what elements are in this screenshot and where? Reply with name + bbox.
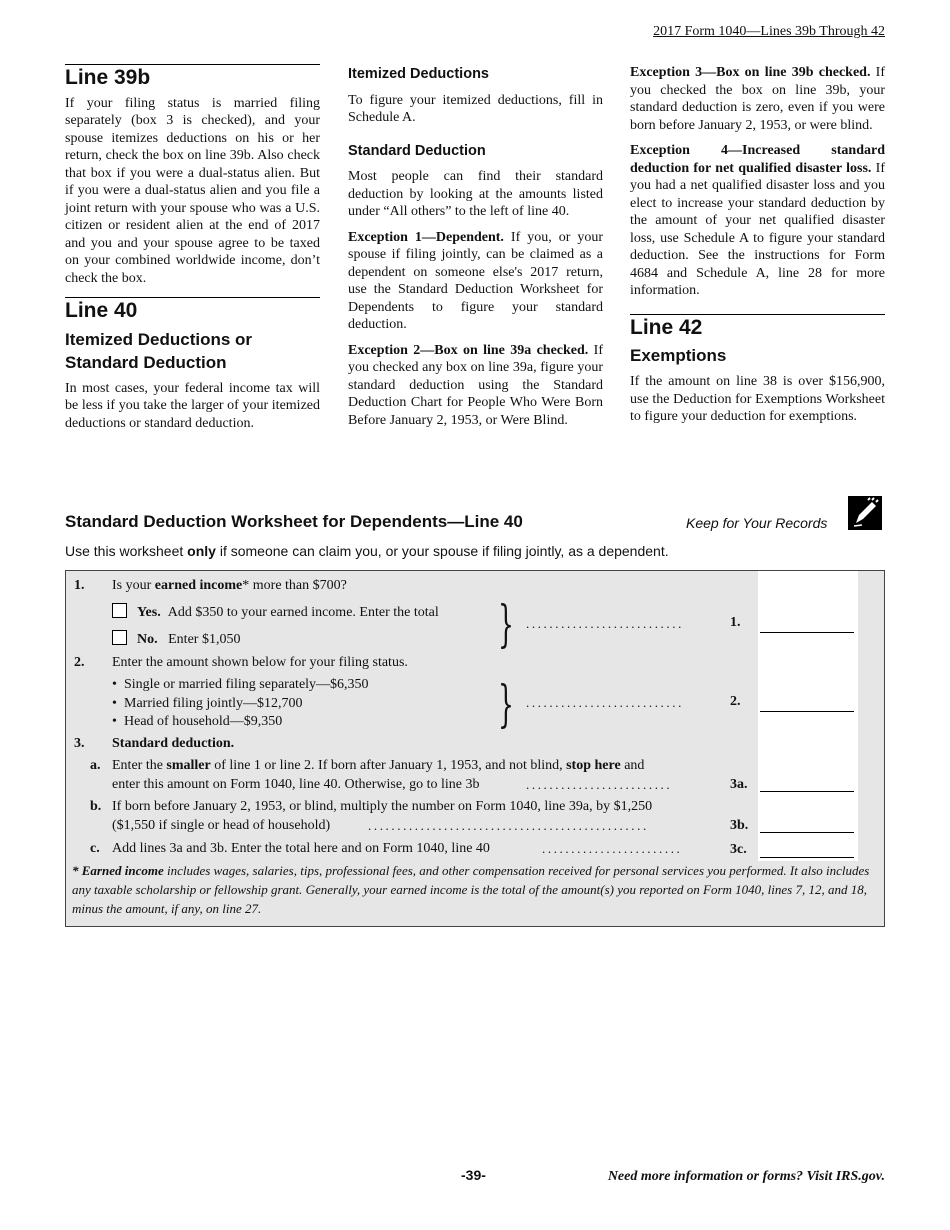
leader-dots: ........................ [542,841,683,856]
line-3c-text: Add lines 3a and 3b. Enter the total here and on Form 1040, line 40 [112,841,490,856]
exception-4 [630,142,885,300]
amount-column [758,571,858,861]
line-3c-ref: 3c. [730,842,747,857]
column-left [65,64,320,440]
intro-pre: Use this worksheet [65,543,188,559]
line-3a-answer[interactable] [760,791,854,792]
footer-help-text: Need more information or forms? Visit IRS.gov. [607,1169,885,1184]
exception-4-lead: Exception 4—Increased standard deduction for net qualified disaster loss. [630,143,885,176]
yes-option [112,603,439,621]
exception-1 [348,229,603,334]
line-2-text: Enter the amount shown below for your filing status. [112,655,408,670]
leader-dots: ......................... [526,777,673,792]
line-3a-ref: 3a. [730,777,748,792]
intro-bold: only [187,543,216,559]
line-3-text: Standard deduction. [112,736,235,751]
exception-3-text: If you checked the box on line 39b, your standard deduction is zero, even if you were born before January 2, 1953, or were blind. [630,65,886,133]
line-3b-text: If born before January 2, 1953, or blind, multiply the number on Form 1040, line 39a, by $1,250 [112,799,653,814]
filing-status-item: • Head of household—$9,350 [112,713,369,732]
no-text: Enter $1,050 [168,632,241,647]
worksheet-intro [65,543,669,559]
line-3c-letter: c. [90,841,100,856]
line-3c-answer[interactable] [760,857,854,858]
exception-3 [630,64,885,134]
intro-post: if someone can claim you, or your spouse if filing jointly, as a dependent. [215,543,669,559]
page-header-reference: 2017 Form 1040—Lines 39b Through 42 [653,24,885,39]
footnote-lead: * Earned income [72,863,164,878]
yes-checkbox[interactable] [112,603,127,618]
line-3b-text-2: ($1,550 if single or head of household) [112,818,331,833]
exception-4-text: If you had a net qualified disaster loss and you elect to increase your standard deduction by the amount of your net qualified disaster loss, use Schedule A to figure your standard deduction. See the instructions for Form 4684 and Schedule A, line 28 for more information. [630,160,885,298]
section-rule [65,64,320,65]
line42-subheading: Exemptions [630,346,727,365]
line-1-question: Is your earned income* more than $700? [112,578,347,593]
exception-2 [348,342,603,430]
line42-text: If the amount on line 38 is over $156,900, use the Deduction for Exemptions Worksheet to figure your deduction for exemptions. [630,374,885,424]
filing-status-list [112,676,369,732]
filing-status-item: • Married filing jointly—$12,700 [112,695,369,714]
exception-3-lead: Exception 3—Box on line 39b checked. [630,65,871,80]
line40-subheading: Itemized Deductions or Standard Deduction [65,329,253,372]
yes-text: Add $350 to your earned income. Enter the total [167,605,439,620]
line-1-number: 1. [74,578,85,593]
brace-line-2: } [497,675,514,733]
pencil-icon [848,496,882,530]
line-3b-letter: b. [90,799,102,814]
line39b-heading: Line 39b [65,66,151,89]
keep-for-records-label: Keep for Your Records [686,515,828,531]
no-checkbox[interactable] [112,630,127,645]
column-middle [348,64,603,437]
standard-deduction-heading: Standard Deduction [348,142,486,159]
yes-label: Yes. [137,605,161,620]
line-2-number: 2. [74,655,85,670]
line-2-answer[interactable] [760,711,854,712]
section-rule [630,314,885,315]
line40-text: In most cases, your federal income tax will be less if you take the larger of your itemized deductions or standard deduction. [65,380,320,431]
exception-2-text: If you checked any box on line 39a, figure your standard deduction using the Standard Deduction Chart for People Who Were Born Before January 2, 1953, or Were Blind. [348,342,603,428]
line40-heading: Line 40 [65,299,138,322]
exception-1-lead: Exception 1—Dependent. [348,229,504,245]
line-1-answer[interactable] [760,632,854,633]
standard-deduction-text: Most people can find their standard deduction by looking at the amounts listed under “All others” to the left of line 40. [348,169,603,219]
line39b-text: If your filing status is married filing separately (box 3 is checked), and your spouse itemizes deductions on his or her return, check the box on line 39b. Also check that box if you were a dual-status alien. But if you were a dual-status alien and you file a joint return with your spouse who was a U.S. citizen or resident alien at the end of 2017 and you and your spouse agree to be taxed on your combined worldwide income, don’t check the box. [65,95,320,286]
worksheet-title: Standard Deduction Worksheet for Dependents—Line 40 [65,512,523,531]
column-right [630,64,885,434]
worksheet-box [65,570,885,927]
brace-line-1: } [497,595,514,653]
exception-2-lead: Exception 2—Box on line 39a checked. [348,342,589,358]
section-rule [65,297,320,298]
line-2-ref: 2. [730,694,741,709]
earned-income-footnote [72,861,878,918]
line42-heading: Line 42 [630,315,703,339]
line-3a-letter: a. [90,758,101,773]
no-label: No. [137,632,158,647]
itemized-deductions-heading: Itemized Deductions [348,66,489,82]
line-3a-text-2: enter this amount on Form 1040, line 40. Otherwise, go to line 3b [112,777,480,792]
footnote-text: includes wages, salaries, tips, professional fees, and other compensation received for personal services you performed. It also includes any taxable scholarship or fellowship grant. Generally, your earned income is the total of the amount(s) you reported on Form 1040, lines 7, 12, and 18, minus the amount, if any, on line 27. [72,863,870,916]
no-option [112,630,240,648]
itemized-deductions-text: To figure your itemized deductions, fill in Schedule A. [348,92,603,125]
line-3a-text: Enter the smaller of line 1 or line 2. If born after January 1, 1953, and not blind, stop here and [112,758,645,773]
leader-dots: ........................... [526,695,684,710]
line-3-number: 3. [74,736,85,751]
filing-status-item: • Single or married filing separately—$6,350 [112,676,369,695]
line-3b-ref: 3b. [730,818,749,833]
leader-dots: ................................................ [368,818,649,833]
line-3b-answer[interactable] [760,832,854,833]
page-number: -39- [461,1167,486,1183]
exception-1-text: If you, or your spouse if filing jointly, can be claimed as a dependent on someone else's 2017 return, use the Standard Deduction Worksheet for Dependents to figure your standard deduction. [348,229,603,332]
leader-dots: ........................... [526,616,684,631]
line-1-ref: 1. [730,615,741,630]
